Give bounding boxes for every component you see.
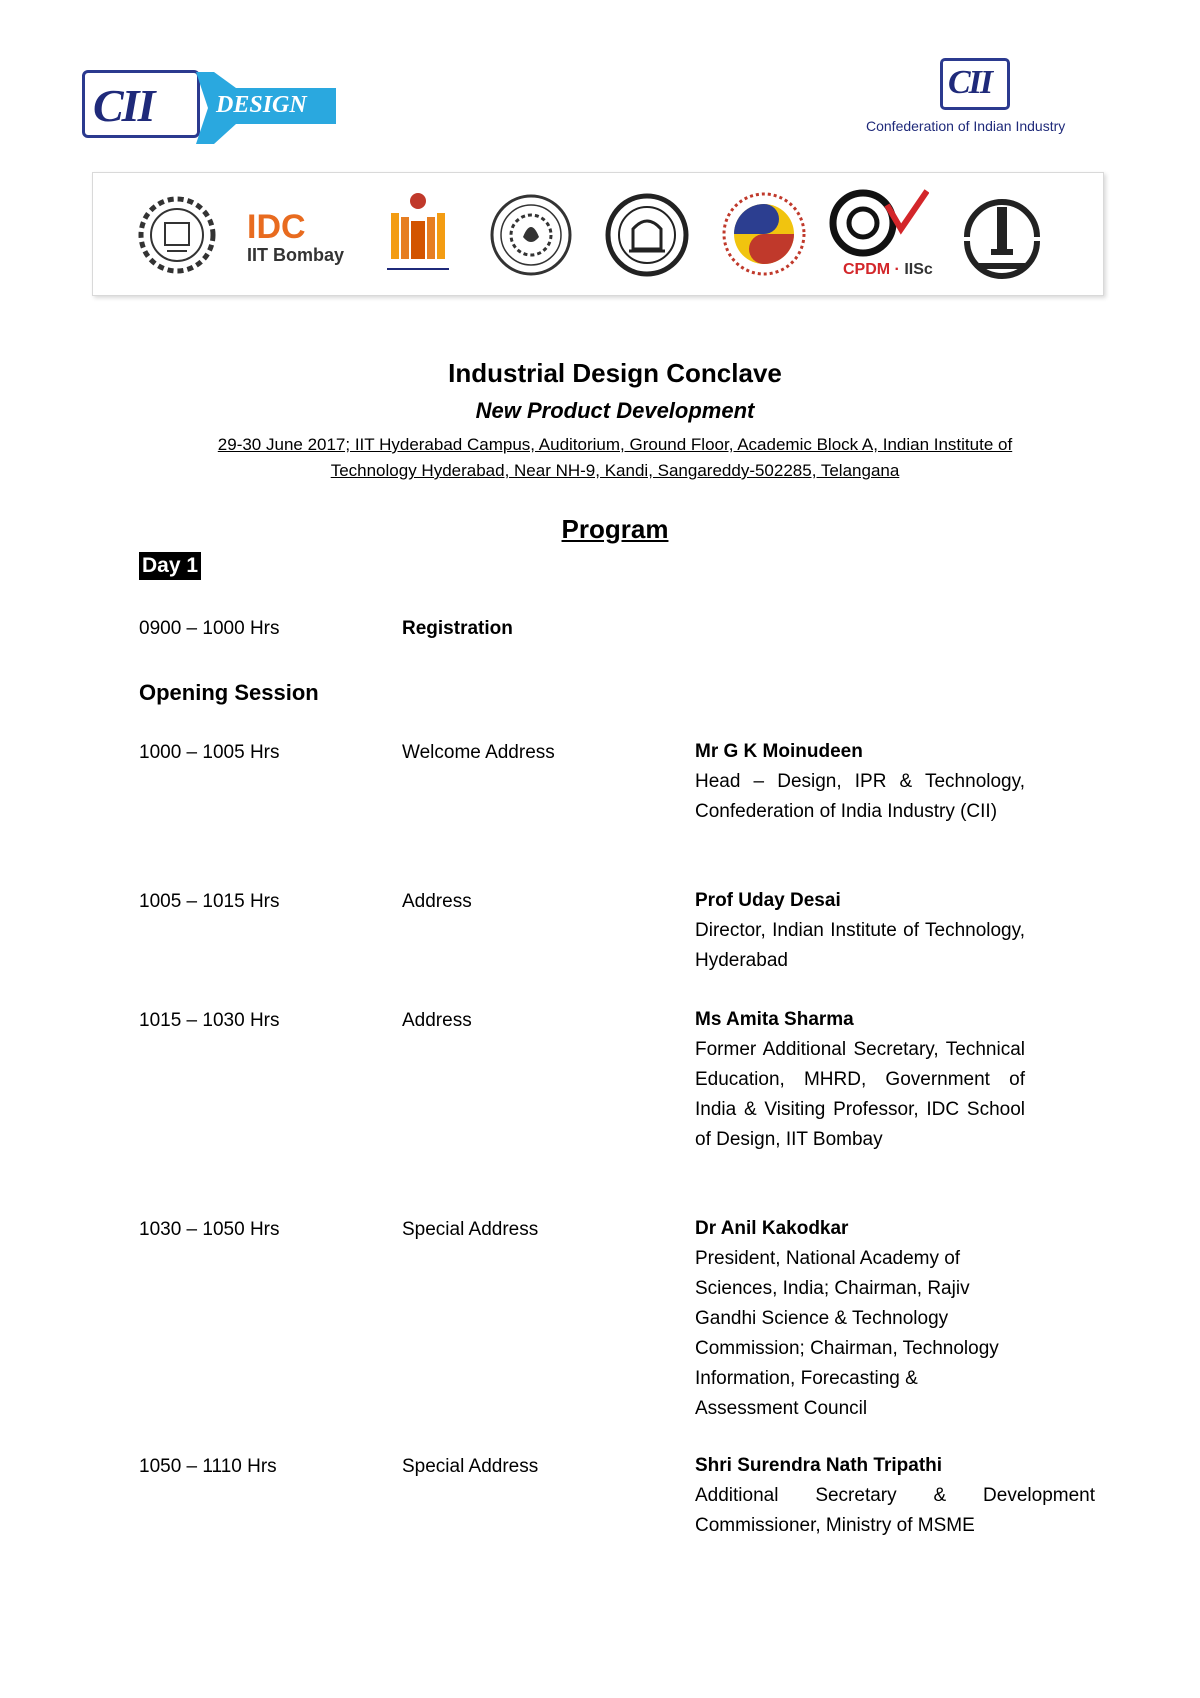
iit-bombay-emblem-icon: [137, 195, 217, 275]
cii-mark: CII: [948, 64, 992, 101]
schedule-event: Special Address: [402, 1219, 539, 1240]
event-venue: 29-30 June 2017; IIT Hyderabad Campus, Auditorium, Ground Floor, Academic Block A, Indian Institute of Technology Hyderabad, Near NH-9, Kandi, Sangareddy-502285, Telangana: [217, 435, 1013, 480]
iit-delhi-emblem-icon: [489, 193, 573, 277]
speaker-designation: Former Additional Secretary, Technical Education, MHRD, Government of India & Visiting Professor, IDC School of Design, IIT Bombay: [695, 1039, 1025, 1150]
schedule-time: 1030 – 1050 Hrs: [139, 1219, 280, 1240]
schedule-time: 1000 – 1005 Hrs: [139, 742, 280, 763]
cpdm-label-main: CPDM: [843, 261, 891, 278]
schedule-speaker: [695, 886, 1025, 976]
cii-caption: Confederation of Indian Industry: [866, 118, 1066, 134]
program-heading: Program: [561, 514, 669, 544]
speaker-designation: President, National Academy of Sciences, India; Chairman, Rajiv Gandhi Science & Technology Commission; Chairman, Technology Information, Forecasting & Assessment Council: [695, 1248, 999, 1419]
registration-label: Registration: [402, 618, 513, 639]
iisc-emblem-icon: [959, 191, 1045, 279]
iit-guwahati-emblem-icon: [721, 191, 807, 277]
idc-logo-title: IDC: [247, 208, 306, 246]
iit-kharagpur-emblem-icon: [605, 193, 689, 277]
speaker-name: Mr G K Moinudeen: [695, 741, 863, 762]
speaker-name: Shri Surendra Nath Tripathi: [695, 1455, 943, 1476]
cii-design-mark: CII: [93, 80, 154, 131]
registration-time: 0900 – 1000 Hrs: [139, 618, 280, 639]
day-badge: Day 1: [139, 552, 201, 580]
cii-design-logo: [82, 70, 330, 146]
cpdm-label-separator: ·: [890, 261, 905, 278]
schedule-speaker: [695, 737, 1025, 827]
schedule-speaker: [695, 1214, 1025, 1424]
idc-logo-subtitle: IIT Bombay: [247, 245, 345, 265]
schedule-speaker: [695, 1005, 1025, 1155]
event-subtitle: New Product Development: [475, 398, 755, 423]
schedule-speaker: [695, 1451, 1095, 1541]
speaker-name: Prof Uday Desai: [695, 890, 841, 911]
schedule-time: 1005 – 1015 Hrs: [139, 891, 280, 912]
schedule-event: Address: [402, 1010, 472, 1031]
idc-logo: [247, 209, 344, 266]
cpdm-label-org: IISc: [904, 261, 933, 278]
schedule-time: 1015 – 1030 Hrs: [139, 1010, 280, 1031]
schedule-event: Special Address: [402, 1456, 539, 1477]
schedule-event: Address: [402, 891, 472, 912]
cpdm-logo-label: [843, 261, 933, 279]
cpdm-logo-icon: [829, 185, 929, 261]
opening-session-heading: Opening Session: [139, 680, 319, 705]
event-title: Industrial Design Conclave: [448, 358, 782, 388]
speaker-designation: Additional Secretary & Development Commissioner, Ministry of MSME: [695, 1485, 1095, 1536]
design-word: DESIGN: [216, 92, 307, 118]
speaker-designation: Director, Indian Institute of Technology, Hyderabad: [695, 920, 1025, 971]
schedule-time: 1050 – 1110 Hrs: [139, 1456, 277, 1477]
speaker-name: Dr Anil Kakodkar: [695, 1218, 849, 1239]
partner-logos-strip: [92, 172, 1104, 296]
cii-confederation-logo: [858, 58, 1098, 142]
speaker-name: Ms Amita Sharma: [695, 1009, 854, 1030]
schedule-event: Welcome Address: [402, 742, 555, 763]
iit-hyderabad-logo-icon: [383, 191, 453, 277]
speaker-designation: Head – Design, IPR & Technology, Confederation of India Industry (CII): [695, 771, 1025, 822]
